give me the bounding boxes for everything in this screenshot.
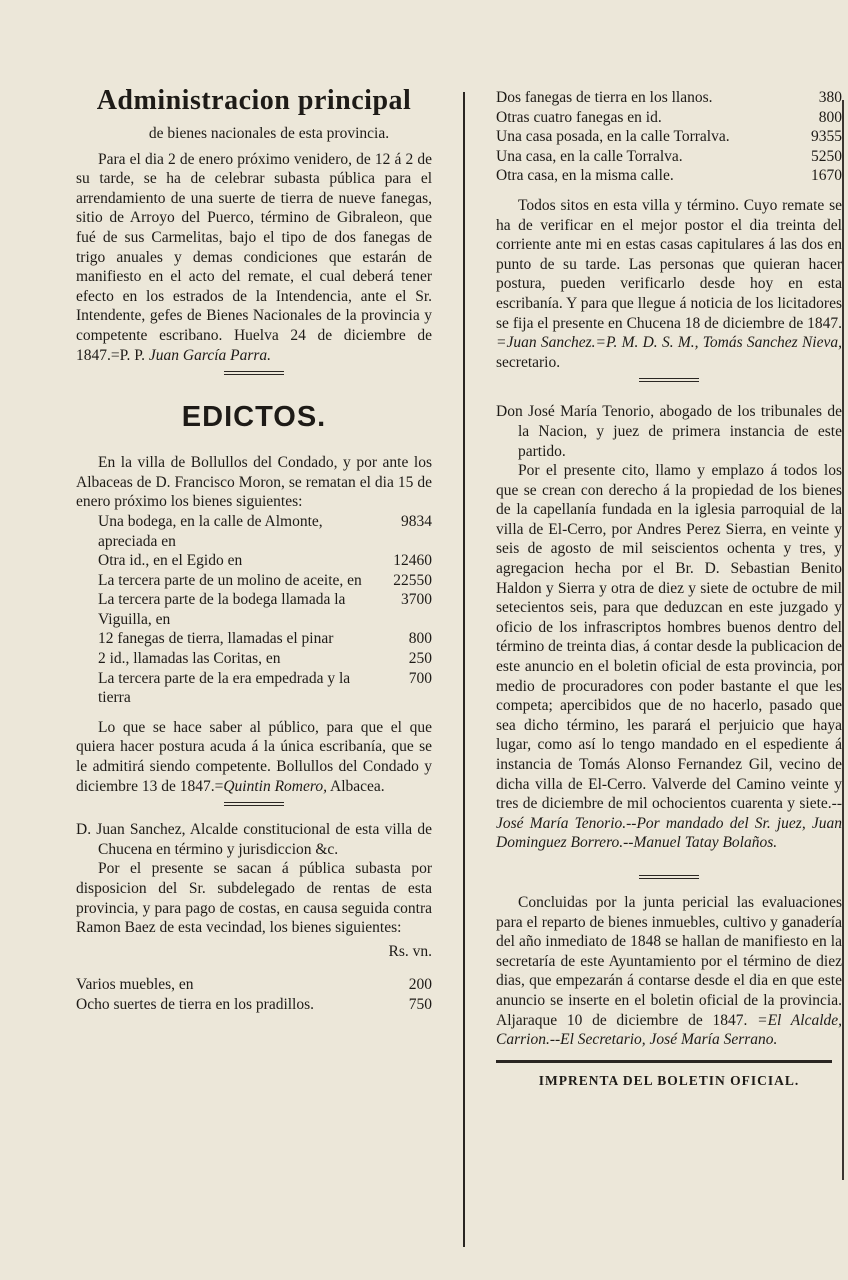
notice-chucena-signature: =Juan Sanchez.=P. M. D. S. M., Tomás Sanchez Nieva, (496, 334, 842, 352)
left-column (76, 0, 432, 1015)
notice-chucena-heading: D. Juan Sanchez, Alcalde constitucional de esta villa de Chucena en término y jurisdiccion &c. (76, 821, 432, 858)
bollullos-items-list (76, 512, 432, 708)
separator-rule (224, 802, 284, 806)
list-item: 12 fanegas de tierra, llamadas el pinar 800 (98, 630, 432, 648)
right-column (496, 88, 842, 1090)
list-item: Otra id., en el Egido en 12460 (98, 552, 432, 570)
notice-aljaraque-signature: =El Alcalde, Carrion.--El Secretario, José María Serrano. (496, 1011, 843, 1049)
notice-aljaraque: Concluidas por la junta pericial las evaluaciones para el reparto de bienes inmuebles, cultivo y ganadería del año inmediato de 1848 se hallan de manifiesto en la secretaría de este Ayuntamiento por el término de diez dias, que empezarán á contarse desde el dia en que este anuncio se inserte en el boletin oficial de la provincia. Aljaraque 10 de diciembre de 1847. =El Alcalde, Carrion.--El Secretario, José María Serrano. (496, 893, 843, 1049)
list-item: Una casa, en la calle Torralva. 5250 (496, 147, 842, 165)
separator-rule (639, 875, 699, 879)
chucena-items-list (76, 975, 432, 1014)
notice-bollullos-signature: Quintin Romero, (223, 777, 327, 795)
separator-rule (224, 371, 284, 375)
list-item: Una bodega, en la calle de Almonte, apreciada en 9834 (98, 512, 432, 550)
chucena-items-continued (496, 88, 842, 186)
list-item: La tercera parte de un molino de aceite, en 22550 (98, 571, 432, 589)
notice-auction-text (76, 150, 432, 366)
notice-tenorio-body: Por el presente cito, llamo y emplazo á todos los que se crean con derecho á la propiedad de los bienes de la capellanía fundada en la iglesia parroquial de la villa de El-Cerro, por Andres Perez Sierra, en veinte y seis de agosto de mil seiscientos ochenta y tres, y agregacion hecha por el Br. D. Sebastian Benito Haldon y Sierra y otra de diez y siete de octubre de mil setecientos seis, para que deduzcan en este juzgado y oficio de los infrascriptos hombres buenos dentro del término de treinta dias, á contar desde la publicacion de este anuncio en el boletin oficial de esta provincia, por medio de procuradores con poder bastante el que les competa; apercibidos que de no hacerlo, pasado que sea dicho término, les parará el perjuicio que haya lugar, como así lo tengo mandado en el espediente á instancia de Tomás Alonso Fernandez Gil, vecino de dicha villa de El-Cerro. Valverde del Camino veinte y tres de diciembre de mil ochocientos cuarenta y siete.--José María Tenorio.--Por mandado del Sr. juez, Juan Dominguez Borrero.--Manuel Tatay Bolaños. (496, 462, 842, 852)
list-item: 2 id., llamadas las Coritas, en 250 (98, 650, 432, 668)
section-title: Administracion principal (96, 85, 412, 116)
section-subtitle: de bienes nacionales de esta provincia. (148, 125, 390, 142)
notice-bollullos-close: Lo que se hace saber al público, para que el que quiera hacer postura acuda á la única escribanía, que se le admitirá siendo competente. Bollullos del Condado y diciembre 13 de 1847.=Quintin Romero, Albacea. (76, 718, 432, 795)
list-item: Dos fanegas de tierra en los llanos. 380 (496, 89, 842, 106)
list-item: Otras cuatro fanegas en id. 800 (496, 108, 842, 126)
list-item: La tercera parte de la era empedrada y la tierra 700 (98, 669, 432, 707)
printer-imprint: IMPRENTA DEL BOLETIN OFICIAL. (538, 1072, 800, 1088)
column-divider (463, 92, 465, 1247)
edictos-heading: EDICTOS. (181, 401, 327, 434)
notice-auction-signature: Juan García Parra. (148, 346, 272, 364)
notice-tenorio-signature: José María Tenorio.--Por mandado del Sr. juez, Juan Dominguez Borrero.--Manuel Tatay Bolaños. (496, 814, 842, 852)
notice-chucena-body: Por el presente se sacan á pública subasta por disposicion del Sr. subdelegado de rentas de esta provincia, y para pago de costas, en causa seguida contra Ramon Baez de esta vecindad, los bienes siguientes: (76, 860, 432, 937)
notice-tenorio-heading: Don José María Tenorio, abogado de los tribunales de la Nacion, y juez de primera instancia de este partido. (496, 403, 842, 460)
notice-bollullos-intro: En la villa de Bollullos del Condado, y por ante los Albaceas de D. Francisco Moron, se rematan el dia 15 de enero próximo los bienes siguientes: (76, 454, 432, 511)
separator-rule (639, 378, 699, 382)
list-item: La tercera parte de la bodega llamada la Viguilla, en 3700 (98, 591, 432, 628)
list-item: Una casa posada, en la calle Torralva. 9355 (496, 128, 842, 146)
list-item: Varios muebles, en 200 (76, 976, 432, 994)
list-item: Otra casa, en la misma calle. 1670 (496, 167, 842, 185)
notice-auction-body: Para el dia 2 de enero próximo venidero, de 12 á 2 de su tarde, se ha de celebrar subasta pública para el arrendamiento de una suerte de tierra de nueve fanegas, sitio de Arroyo del Puerco, término de Gibraleon, que fué de sus Carmelitas, bajo el tipo de dos fanegas de trigo anuales y demas condiciones que estarán de manifiesto en el acto del remate, el cual deberá tener efecto en los estrados de la Intendencia, ante el Sr. Intendente, gefes de Bienes Nacionales de la provincia y competente escribano. Huelva 24 de diciembre de 1847.=P. P. (76, 150, 432, 364)
footer-rule (496, 1060, 832, 1063)
page-edge-rule (842, 100, 844, 1180)
notice-chucena-close: Todos sitos en esta villa y término. Cuyo remate se ha de verificar en el mejor postor el dia treinta del corriente ante mi en estas casas capitulares á las dos en punto de su tarde. Las personas que quieran hacer postura, pueden verificarlo desde hoy en esta escribanía. Y para que llegue á noticia de los licitadores se fija el presente en Chucena 18 de diciembre de 1847. =Juan Sanchez.=P. M. D. S. M., Tomás Sanchez Nieva, secretario. (496, 196, 842, 371)
list-item: Ocho suertes de tierra en los pradillos. 750 (76, 995, 432, 1013)
currency-label: Rs. vn. (388, 942, 432, 960)
